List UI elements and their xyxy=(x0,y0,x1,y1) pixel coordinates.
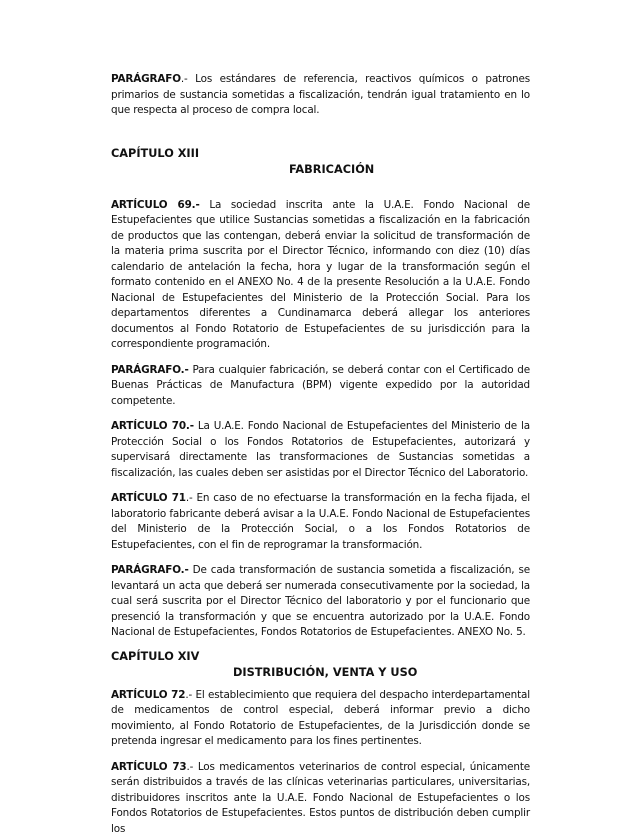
paragraph-paragrafo-3 xyxy=(111,563,530,641)
paragraph-label: PARÁGRAFO xyxy=(111,73,181,85)
paragraph-paragrafo-1 xyxy=(111,72,530,119)
article-label: ARTÍCULO 72 xyxy=(111,689,185,701)
paragraph-label: PARÁGRAFO.- xyxy=(111,364,189,376)
article-text: La U.A.E. Fondo Nacional de Estupefacientes del Ministerio de la Protección Social o los Fondos Rotatorios de Estupefacientes, autorizará y supervisará directamente las transformaciones de Sustancias sometidas a fiscalización, las cuales deben ser asistidas por el Director Técnico del Laboratorio. xyxy=(111,420,530,479)
article-label: ARTÍCULO 70.- xyxy=(111,420,194,432)
paragraph-text: .- Los estándares de referencia, reactivos químicos o patrones primarios de sustancia sometidas a fiscalización, tendrán igual tratamiento en lo que respecta al proceso de compra local. xyxy=(111,73,530,116)
article-label: ARTÍCULO 73 xyxy=(111,761,187,773)
article-text: La sociedad inscrita ante la U.A.E. Fondo Nacional de Estupefacientes que utilice Sustancias sometidas a fiscalización en la fabricación de productos que las contengan, deberá enviar la solicitud de transformación de la materia prima suscrita por el Director Técnico, informando con diez (10) días calendario de antelación la fecha, hora y lugar de la transformación según el formato contenido en el ANEXO No. 4 de la presente Resolución a la U.A.E. Fondo Nacional de Estupefacientes del Ministerio de la Protección Social. Para los departamentos diferentes a Cundinamarca deberá allegar los anteriores documentos al Fondo Rotatorio de Estupefacientes de su jurisdicción para la correspondiente programación. xyxy=(111,199,530,351)
article-label: ARTÍCULO 69.- xyxy=(111,199,200,211)
article-69 xyxy=(111,198,530,353)
chapter-xiv xyxy=(111,649,530,680)
article-label: ARTÍCULO 71 xyxy=(111,492,186,504)
article-72 xyxy=(111,688,530,750)
chapter-title: DISTRIBUCIÓN, VENTA Y USO xyxy=(233,665,530,680)
chapter-heading: CAPÍTULO XIII xyxy=(111,146,530,161)
article-text: .- El establecimiento que requiera del despacho interdepartamental de medicamentos de control especial, deberá informar previo a dicho movimiento, al Fondo Rotatorio de Estupefacientes, de la Jurisdicción donde se pretenda ingresar el medicamento para los fines pertinentes. xyxy=(111,689,530,748)
article-text: .- En caso de no efectuarse la transformación en la fecha fijada, el laboratorio fabricante deberá avisar a la U.A.E. Fondo Nacional de Estupefacientes del Ministerio de la Protección Social, o a los Fondos Rotatorios de Estupefacientes, con el fin de reprogramar la transformación. xyxy=(111,492,530,551)
paragraph-label: PARÁGRAFO.- xyxy=(111,564,189,576)
paragraph-paragrafo-2 xyxy=(111,363,530,410)
article-71 xyxy=(111,491,530,553)
chapter-heading: CAPÍTULO XIV xyxy=(111,649,530,664)
chapter-xiii xyxy=(111,146,530,177)
article-text: .- Los medicamentos veterinarios de control especial, únicamente serán distribuidos a través de las clínicas veterinarias particulares, universitarias, distribuidores inscritos ante la U.A.E. Fondo Nacional de Estupefacientes o los Fondos Rotatorios de Estupefacientes. Estos puntos de distribución deben cumplir los xyxy=(111,761,530,835)
chapter-title: FABRICACIÓN xyxy=(289,162,530,177)
article-73 xyxy=(111,760,530,837)
paragraph-text: De cada transformación de sustancia sometida a fiscalización, se levantará un acta que deberá ser numerada consecutivamente por la sociedad, la cual será suscrita por el Director Técnico del laboratorio y por el funcionario que presenció la transformación y que se encuentra autorizado por la U.A.E. Fondo Nacional de Estupefacientes, Fondos Rotatorios de Estupefacientes. ANEXO No. 5. xyxy=(111,564,530,638)
paragraph-text: Para cualquier fabricación, se deberá contar con el Certificado de Buenas Prácticas de Manufactura (BPM) vigente expedido por la autoridad competente. xyxy=(111,364,530,407)
article-70 xyxy=(111,419,530,481)
